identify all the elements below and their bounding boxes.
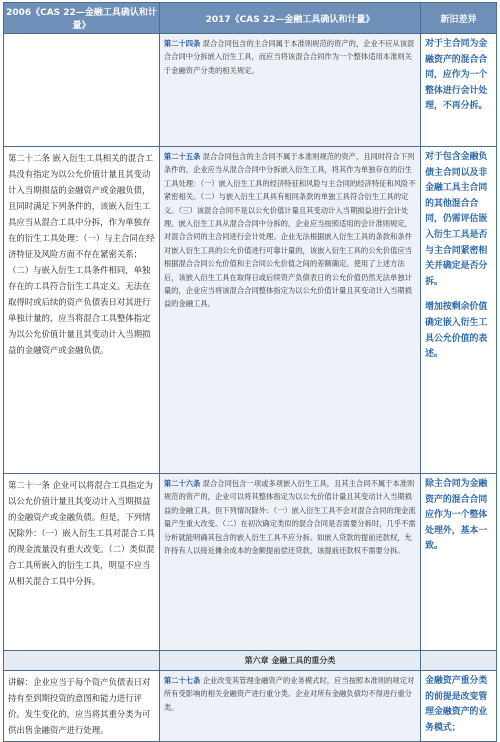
table-row bbox=[4, 474, 497, 651]
difference-cell bbox=[421, 474, 497, 651]
header-old-standard: 2006《CAS 22—金融工具确认和计量》 bbox=[4, 3, 160, 34]
table-row bbox=[4, 671, 497, 742]
chapter-spacer bbox=[4, 651, 160, 671]
difference-cell bbox=[421, 671, 497, 742]
new-text-cell bbox=[159, 474, 420, 651]
header-differences: 新旧差异 bbox=[421, 3, 497, 34]
old-text-cell: 讲解：企业应当于每个资产负债表日对持有至到期投资的意图和能力进行评价。发生变化的，应当将其重分类为可供出售金融资产进行处理。 bbox=[4, 671, 160, 742]
difference-note: 对于包含金融负债主合同以及非金融工具主合同的其他混合合同，仍需评估嵌入衍生工具是否与主合同紧密相关并确定是否分拆。 bbox=[425, 152, 488, 287]
article-text: 企业改变其管理金融资产的业务模式时，应当按照本准则的规定对所有受影响的相关金融资产进行重分类。企业对所有金融负债均不得进行重分类。 bbox=[163, 676, 415, 712]
old-text-cell: 第二十二条 嵌入衍生工具相关的混合工具没有指定为以公允价值计量且其变动计入当期损益的金融资产或金融负债，且同时满足下列条件的，该嵌入衍生工具应当从混合工具中分拆，作为单独存在的衍生工具处理：（一）与主合同在经济特征及风险方面不存在紧密关系；（二）与嵌入衍生工具条件相同，单独存在的工具符合衍生工具定义。无法在取得时或后续的资产负债表日对其进行单独计量的，应当将混合工具整体指定为以公允价值计量且其变动计入当期损益的金融资产或金融负债。 bbox=[4, 147, 160, 474]
difference-cell bbox=[421, 34, 497, 147]
difference-note: 对于主合同为金融资产的混合合同，应作为一个整体进行会计处理，不再分拆。 bbox=[425, 39, 488, 112]
chapter-row bbox=[4, 651, 497, 671]
table-row bbox=[4, 34, 497, 147]
article-number: 第二十五条 bbox=[163, 152, 201, 161]
table-row bbox=[4, 147, 497, 474]
article-number: 第二十六条 bbox=[163, 479, 201, 488]
article-text: 混合合同包含的主合同属于本准则规范的资产的，企业不应从该混合合同中分拆嵌入衍生工具，而应当将该混合合同作为一个整体适用本准则关于金融资产分类的相关规定。 bbox=[163, 39, 415, 75]
chapter-spacer bbox=[421, 651, 497, 671]
article-number: 第二十七条 bbox=[163, 676, 201, 685]
difference-note: 除主合同为金融资产的混合合同应作为一个整体处理外，基本一致。 bbox=[425, 479, 488, 552]
difference-cell bbox=[421, 147, 497, 474]
difference-note-2: 增加按剩余价值确定嵌入衍生工具公允价值的表述。 bbox=[425, 302, 488, 360]
comparison-table-page bbox=[3, 2, 497, 737]
new-text-cell bbox=[159, 671, 420, 742]
header-row bbox=[4, 3, 497, 34]
old-text-cell: 第二十一条 企业可以将混合工具指定为以公允价值计量且其变动计入当期损益的金融资产或金融负债。但是，下列情况除外：（一）嵌入衍生工具对混合工具的现金流量没有重大改变。（二）类似混合工具所嵌入的衍生工具，明显不应当从相关混合工具中分拆。 bbox=[4, 474, 160, 651]
new-text-cell bbox=[159, 34, 420, 147]
chapter-title: 第六章 金融工具的重分类 bbox=[159, 651, 420, 671]
header-new-standard: 2017《CAS 22—金融工具确认和计量》 bbox=[159, 3, 420, 34]
article-number: 第二十四条 bbox=[163, 39, 201, 48]
article-text: 混合合同包含一项或多项嵌入衍生工具，且其主合同不属于本准则规范的资产的，企业可以将其整体指定为以公允价值计量且其变动计入当期损益的金融工具。但下列情况除外：（一）嵌入衍生工具不会对混合合同的现金流量产生重大改变。（二）在初次确定类似的混合合同是否需要分拆时，几乎不需分析就能明确其包含的嵌入衍生工具不应分拆。如嵌入贷款的提前还款权，允许持有人以接近摊余成本的金额提前偿还贷款，该提前还款权不需要分拆。 bbox=[163, 479, 416, 556]
article-text: 混合合同包含的主合同不属于本准则规范的资产，且同时符合下列条件的，企业应当从混合合同中分拆嵌入衍生工具，将其作为单独存在的衍生工具处理：（一）嵌入衍生工具的经济特征和风险与主合同的经济特征和风险不紧密相关。（二）与嵌入衍生工具具有相同条款的单独工具符合衍生工具的定义。（三）该混合合同不是以公允价值计量且其变动计入当期损益进行会计处理。嵌入衍生工具从混合合同中分拆的，企业应当按照适用的会计准则规定，对混合合同的主合同进行会计处理。企业无法根据嵌入衍生工具的条款和条件对嵌入衍生工具的公允价值进行可靠计量的，该嵌入衍生工具的公允价值应当根据混合合同公允价值和主合同公允价值之间的差额确定。使用了上述方法后，该嵌入衍生工具在取得日或后续资产负债表日的公允价值仍然无法单独计量的，企业应当将该混合合同整体指定为以公允价值计量且其变动计入当期损益的金融工具。 bbox=[163, 152, 416, 309]
old-text-cell bbox=[4, 34, 160, 147]
difference-note: 金融资产重分类的前提是改变管理金融资产的业务模式； bbox=[425, 676, 488, 733]
comparison-table bbox=[3, 2, 497, 742]
new-text-cell bbox=[159, 147, 420, 474]
